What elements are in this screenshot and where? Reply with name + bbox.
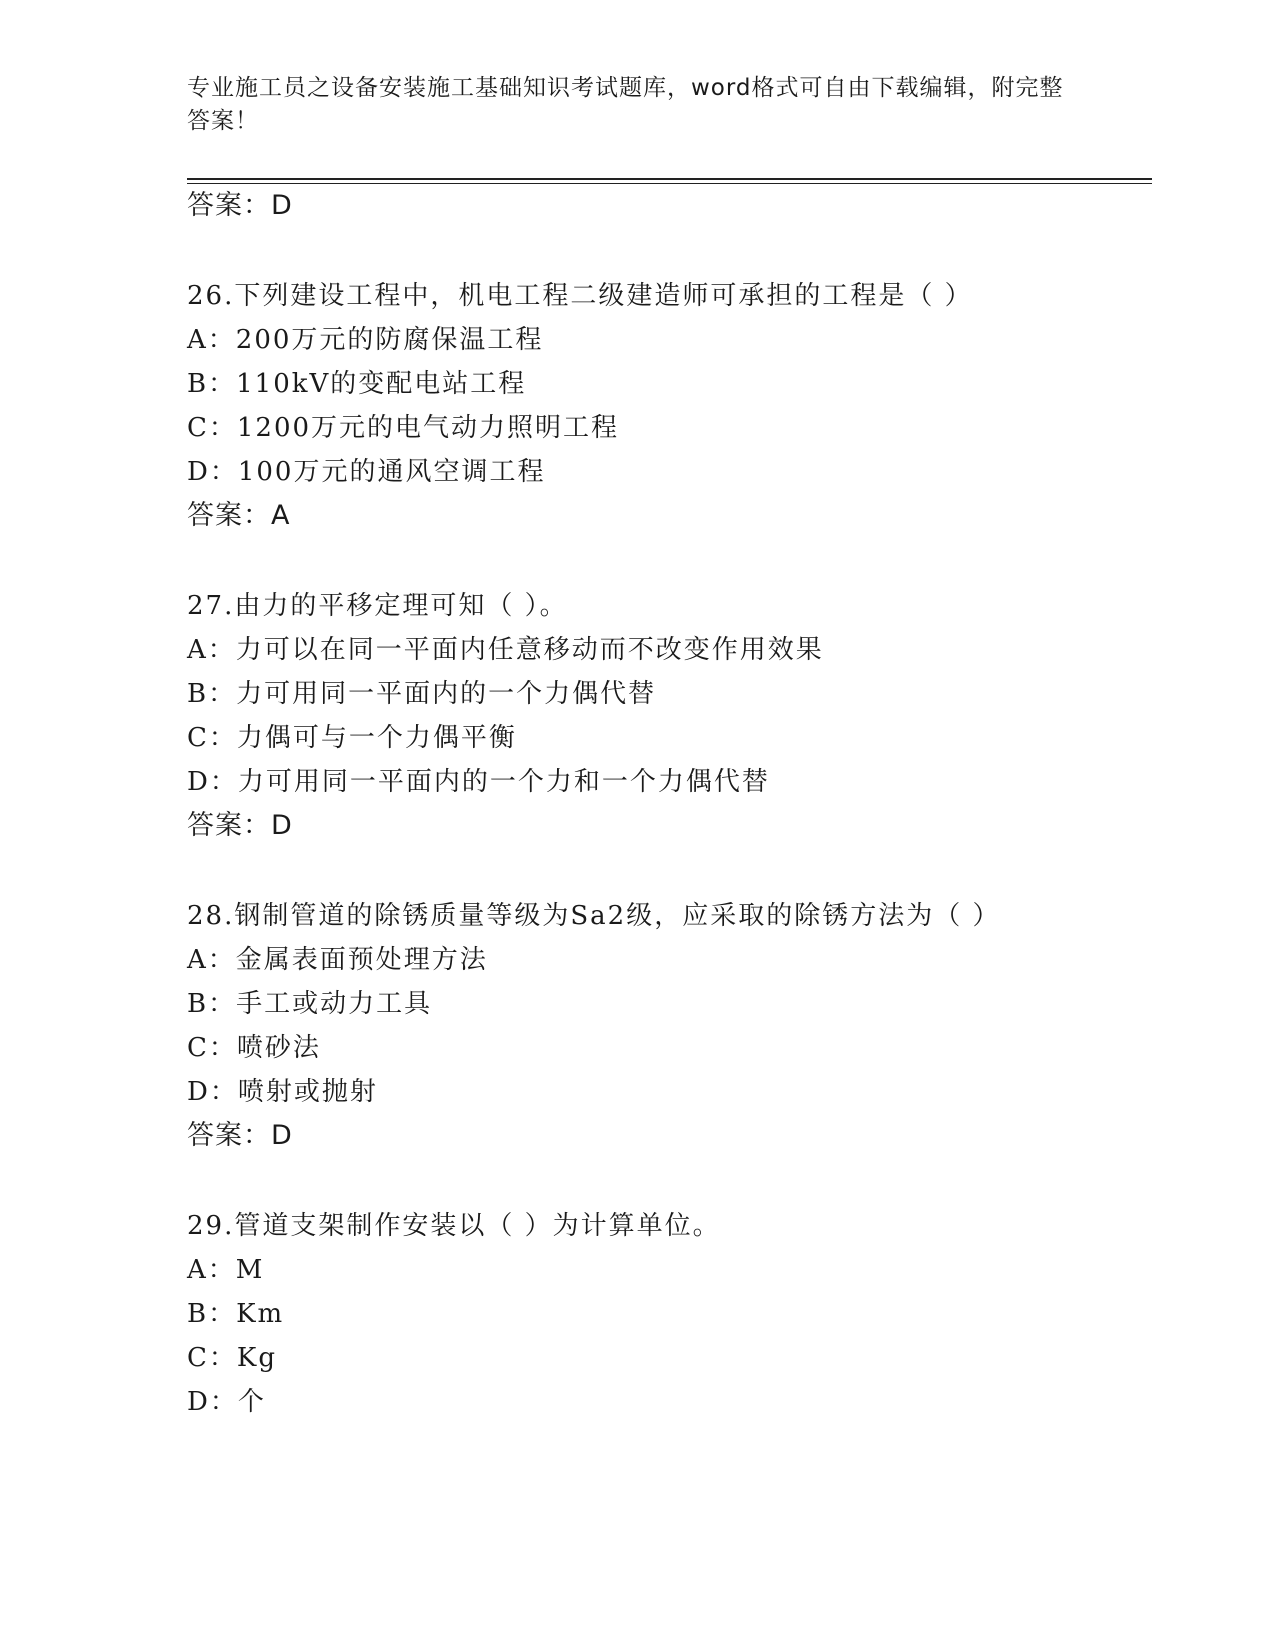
- header-divider-thin: [187, 183, 1152, 184]
- question-answer: 答案：D: [187, 810, 293, 841]
- option-b: B：手工或动力工具: [187, 989, 433, 1019]
- question-stem: 26.下列建设工程中，机电工程二级建造师可承担的工程是（ ）: [187, 281, 973, 311]
- option-d: D：100万元的通风空调工程: [187, 457, 546, 487]
- option-b: B：力可用同一平面内的一个力偶代替: [187, 679, 657, 709]
- option-d: D：喷射或抛射: [187, 1077, 378, 1107]
- question-stem: 29.管道支架制作安装以（ ）为计算单位。: [187, 1211, 721, 1241]
- option-c: C：力偶可与一个力偶平衡: [187, 723, 517, 753]
- option-a: A：M: [187, 1255, 265, 1285]
- option-b: B：Km: [187, 1299, 285, 1329]
- question-answer: 答案：D: [187, 1120, 293, 1151]
- option-d: D：个: [187, 1387, 266, 1417]
- option-a: A：200万元的防腐保温工程: [187, 325, 544, 355]
- header-divider: [187, 178, 1152, 180]
- question-stem: 28.钢制管道的除锈质量等级为Sa2级，应采取的除锈方法为（ ）: [187, 901, 1001, 931]
- question-stem: 27.由力的平移定理可知（ ）。: [187, 591, 568, 621]
- option-a: A：力可以在同一平面内任意移动而不改变作用效果: [187, 635, 824, 665]
- option-a: A：金属表面预处理方法: [187, 945, 488, 975]
- question-answer: 答案：A: [187, 500, 291, 531]
- option-c: C：Kg: [187, 1343, 277, 1373]
- option-c: C：喷砂法: [187, 1033, 321, 1063]
- option-c: C：1200万元的电气动力照明工程: [187, 413, 620, 443]
- document-header: 专业施工员之设备安装施工基础知识考试题库，word格式可自由下载编辑，附完整答案！: [187, 75, 1064, 134]
- previous-answer: 答案：D: [187, 190, 293, 221]
- option-b: B：110kV的变配电站工程: [187, 369, 527, 399]
- option-d: D：力可用同一平面内的一个力和一个力偶代替: [187, 767, 770, 797]
